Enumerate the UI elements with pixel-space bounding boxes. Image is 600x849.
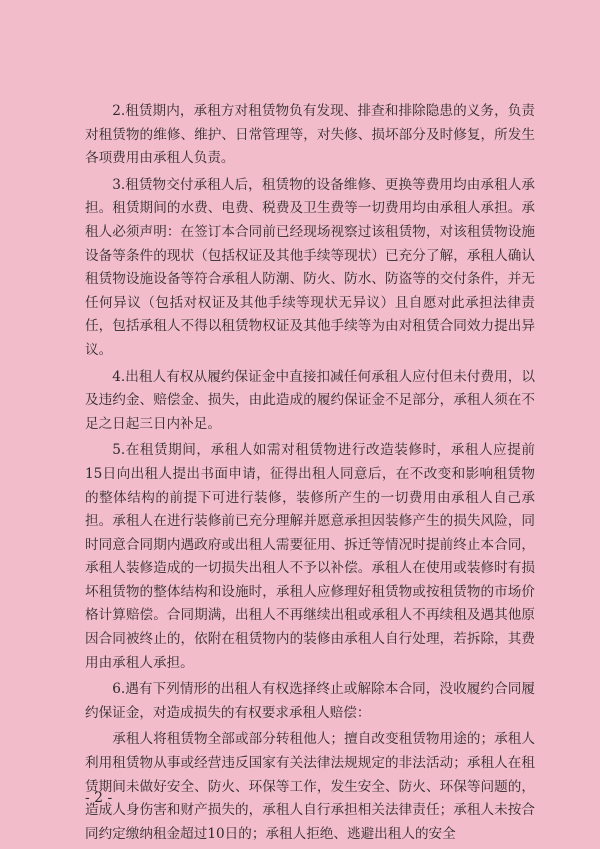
document-body [85, 100, 535, 849]
clause-6-paragraph: 6.遇有下列情形的出租人有权选择终止或解除本合同，没收履约合同履约保证金，对造成损失的有权要求承租人赔偿： [85, 681, 535, 721]
page-number: - 2 - [85, 790, 113, 806]
clause-5-paragraph: 5.在租赁期间，承租人如需对租赁物进行改造装修时，承租人应提前15日向出租人提出书面申请，征得出租人同意后，在不改变和影响租赁物的整体结构的前提下可进行装修，装修所产生的一切费用由承租人自己承担。承租人在进行装修前已充分理解并愿意承担因装修产生的损失风险，同时同意合同期内遇政府或出租人需要征用、拆迁等情况时提前终止本合同，承租人装修造成的一切损失出租人不予以补偿。承租人在使用或装修时有损坏租赁物的整体结构和设施时，承租人应修理好租赁物或按租赁物的市场价格计算赔偿。合同期满，出租人不再继续出租或承租人不再续租及遇其他原因合同被终止的，依附在租赁物内的装修由承租人自行处理，若拆除，其费用由承租人承担。 [85, 442, 535, 671]
clause-2-paragraph: 2.租赁期内，承租方对租赁物负有发现、排查和排除隐患的义务，负责对租赁物的维修、维护、日常管理等，对失修、损坏部分及时修复，所发生各项费用由承租人负责。 [85, 103, 535, 167]
clause-3-paragraph: 3.租赁物交付承租人后，租赁物的设备维修、更换等费用均由承租人承担。租赁期间的水费、电费、税费及卫生费等一切费用均由承租人承担。承租人必须声明：在签订本合同前已经现场视察过该租赁物，对该租赁物设施设备等条件的现状（包括权证及其他手续等现状）已充分了解，承租人确认租赁物设施设备等符合承租人防潮、防火、防水、防盗等的交付条件，并无任何异议（包括对权证及其他手续等现状无异议）且自愿对此承担法律责任，包括承租人不得以租赁物权证及其他手续等为由对租赁合同效力提出异议。 [85, 176, 535, 358]
clause-4-paragraph: 4.出租人有权从履约保证金中直接扣减任何承租人应付但未付费用，以及违约金、赔偿金、损失，由此造成的履约保证金不足部分，承租人须在不足之日起三日内补足。 [85, 368, 535, 432]
clause-6-conditions-paragraph: 承租人将租赁物全部或部分转租他人；擅自改变租赁物用途的；承租人利用租赁物从事或经营违反国家有关法律法规规定的非法活动；承租人在租赁期间未做好安全、防火、环保等工作，发生安全、防火、环保等问题的，造成人身伤害和财产损失的，承租人自行承担相关法律责任；承租人未按合同约定缴纳租金超过10日的；承租人拒绝、逃避出租人的安全 [85, 731, 535, 842]
